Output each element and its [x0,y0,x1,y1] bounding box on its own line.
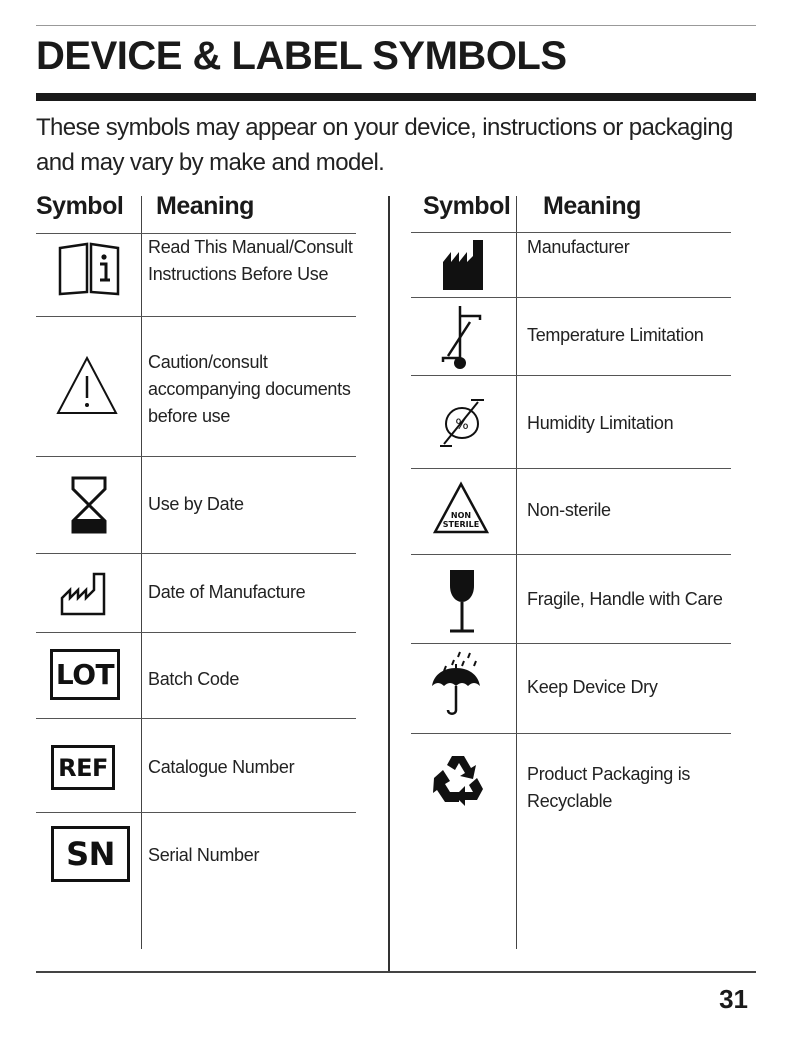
manufacturer-icon [441,238,485,292]
meaning-caution: Caution/consult accompanying documents before use [148,352,351,426]
title-rule [36,93,756,101]
meaning-recyclable: Product Packaging is Recyclable [527,764,691,811]
left-column-divider [141,196,142,949]
right-row-divider [411,554,731,555]
fragile-glass-icon [446,568,478,634]
right-row-divider [411,733,731,734]
right-row-divider [411,643,731,644]
recycle-icon [431,752,485,808]
right-meaning-header: Meaning [543,192,641,220]
meaning-use-by-date: Use by Date [148,494,244,514]
left-row-divider [36,553,356,554]
meaning-temperature: Temperature Limitation [527,325,704,345]
caution-icon [55,354,119,416]
umbrella-icon [430,648,484,718]
non-sterile-label-line2: STERILE [442,520,480,529]
right-symbol-header: Symbol [423,192,511,220]
right-column-divider [516,196,517,949]
center-divider [388,196,390,972]
serial-number-icon: SN [51,826,130,882]
meaning-non-sterile: Non-sterile [527,500,611,520]
meaning-humidity: Humidity Limitation [527,413,674,433]
non-sterile-label-line1: NON [450,511,472,520]
left-meaning-header: Meaning [156,192,254,220]
lot-icon: LOT [50,649,120,700]
left-symbol-header: Symbol [36,192,124,220]
meaning-serial-number: Serial Number [148,845,260,865]
right-header-rule [411,232,731,233]
left-row-divider [36,456,356,457]
right-row-divider [411,375,731,376]
bottom-rule [36,971,756,973]
ref-icon: REF [51,745,115,790]
hourglass-icon [70,475,108,535]
meaning-keep-dry: Keep Device Dry [527,677,658,697]
left-row-divider [36,316,356,317]
left-row-divider [36,632,356,633]
meaning-fragile: Fragile, Handle with Care [527,589,723,609]
meaning-date-of-manufacture: Date of Manufacture [148,582,306,602]
date-of-manufacture-icon [60,570,108,616]
meaning-manufacturer: Manufacturer [527,237,630,257]
right-row-divider [411,297,731,298]
read-manual-icon [56,240,122,296]
thermometer-icon [440,304,484,372]
page-title: DEVICE & LABEL SYMBOLS [36,34,567,78]
top-rule [36,25,756,26]
left-row-divider [36,812,356,813]
non-sterile-icon [433,481,489,535]
right-row-divider [411,468,731,469]
humidity-icon [438,396,486,450]
page-number: 31 [719,984,748,1014]
left-row-divider [36,718,356,719]
meaning-catalogue-number: Catalogue Number [148,757,295,777]
meaning-batch-code: Batch Code [148,669,240,689]
svg-text:%: % [455,417,469,433]
meaning-read-manual: Read This Manual/Consult Instructions Before Use [148,237,353,284]
intro-text: These symbols may appear on your device, instructions or packaging and may vary by make and model. [36,114,733,176]
